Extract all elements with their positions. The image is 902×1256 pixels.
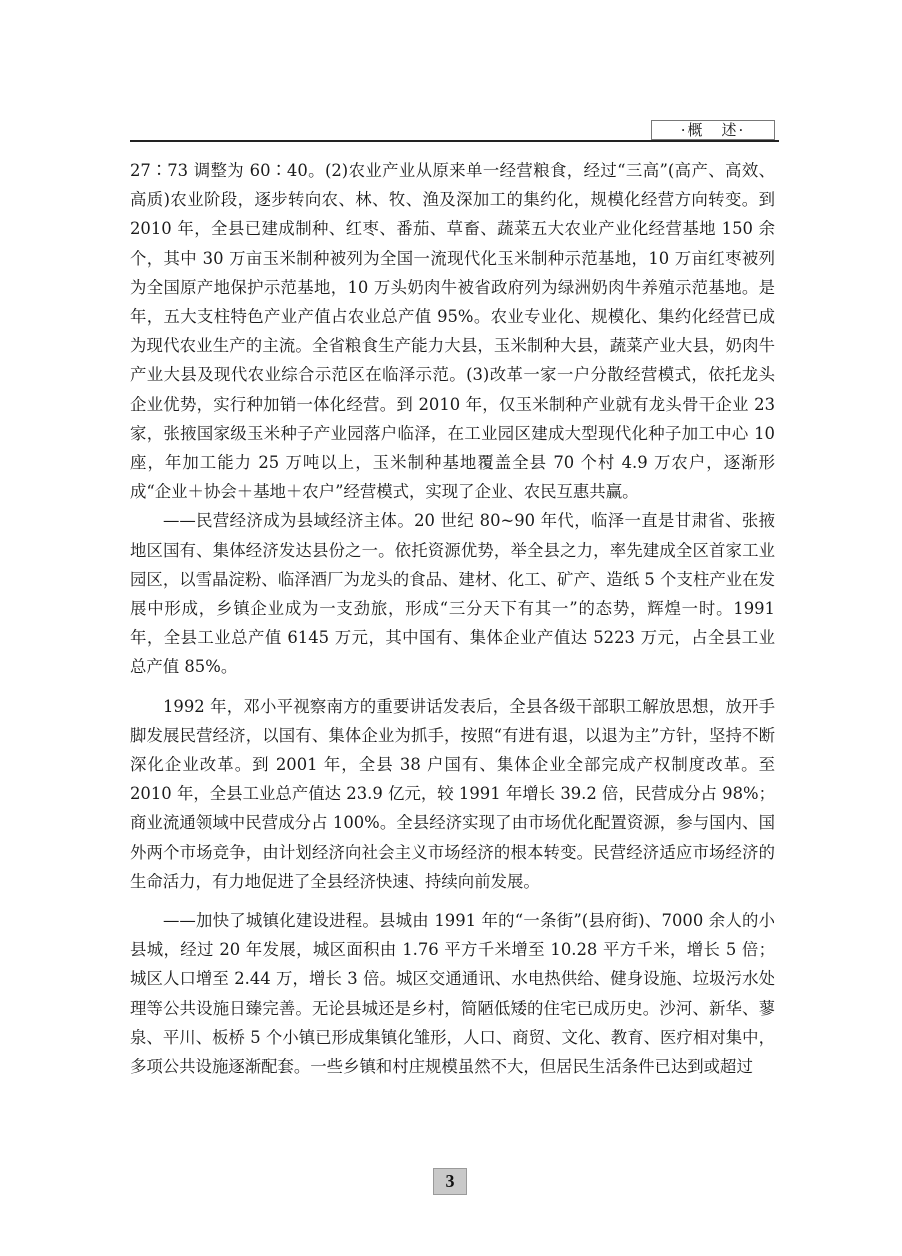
section-header-label: ·概 述· — [651, 120, 775, 140]
paragraph-reform-1992: 1992 年，邓小平视察南方的重要讲话发表后，全县各级干部职工解放思想，放开手脚发展民营经济，以国有、集体企业为抓手，按照“有进有退，以退为主”方针，坚持不断深化企业改革。到 2001 年，全县 38 户国有、集体企业全部完成产权制度改革。至 2010 年，全县工业总产值达 23.9 亿元，较 1991 年增长 39.2 倍，民营成分占 98%；商业流通领域中民营成分占 100%。全县经济实现了由市场优化配置资源，参与国内、国外两个市场竞争，由计划经济向社会主义市场经济的根本转变。民营经济适应市场经济的生命活力，有力地促进了全县经济快速、持续向前发展。 — [130, 696, 775, 891]
paragraph-urbanization: ——加快了城镇化建设进程。县城由 1991 年的“一条街”(县府街)、7000 余人的小县城，经过 20 年发展，城区面积由 1.76 平方千米增至 10.28 平方千米，增长 5 倍；城区人口增至 2.44 万，增长 3 倍。城区交通通讯、水电热供给、健身设施、垃圾污水处理等公共设施日臻完善。无论县城还是乡村，简陋低矮的住宅已成历史。沙河、新华、蓼泉、平川、板桥 5 个小镇已形成集镇化雏形，人口、商贸、文化、教育、医疗相对集中，多项公共设施逐渐配套。一些乡镇和村庄规模虽然不大，但居民生活条件已达到或超过 — [130, 911, 775, 1077]
body-text — [130, 156, 775, 1081]
header-rule — [130, 140, 779, 142]
paragraph-private-economy: ——民营经济成为县域经济主体。20 世纪 80~90 年代，临泽一直是甘肃省、张掖地区国有、集体经济发达县份之一。依托资源优势，举全县之力，率先建成全区首家工业园区，以雪晶淀粉、临泽酒厂为龙头的食品、建材、化工、矿产、造纸 5 个支柱产业在发展中形成，乡镇企业成为一支劲旅，形成“三分天下有其一”的态势，辉煌一时。1991 年，全县工业总产值 6145 万元，其中国有、集体企业产值达 5223 万元，占全县工业总产值 85%。 — [130, 511, 775, 677]
page-number: 3 — [433, 1168, 467, 1195]
paragraph-continued: 27∶73 调整为 60∶40。(2)农业产业从原来单一经营粮食，经过“三高”(高产、高效、高质)农业阶段，逐步转向农、林、牧、渔及深加工的集约化，规模化经营方向转变。到 2010 年，全县已建成制种、红枣、番茄、草畜、蔬菜五大农业产业化经营基地 150 余个，其中 30 万亩玉米制种被列为全国一流现代化玉米制种示范基地，10 万亩红枣被列为全国原产地保护示范基地，10 万头奶肉牛被省政府列为绿洲奶肉牛养殖示范基地。是年，五大支柱特色产业产值占农业总产值 95%。农业专业化、规模化、集约化经营已成为现代农业生产的主流。全省粮食生产能力大县，玉米制种大县，蔬菜产业大县，奶肉牛产业大县及现代农业综合示范区在临泽示范。(3)改革一家一户分散经营模式，依托龙头企业优势，实行种加销一体化经营。到 2010 年，仅玉米制种产业就有龙头骨干企业 23 家，张掖国家级玉米种子产业园落户临泽，在工业园区建成大型现代化种子加工中心 10 座，年加工能力 25 万吨以上，玉米制种基地覆盖全县 70 个村 4.9 万农户，逐渐形成“企业＋协会＋基地＋农户”经营模式，实现了企业、农民互惠共赢。 — [130, 161, 775, 502]
